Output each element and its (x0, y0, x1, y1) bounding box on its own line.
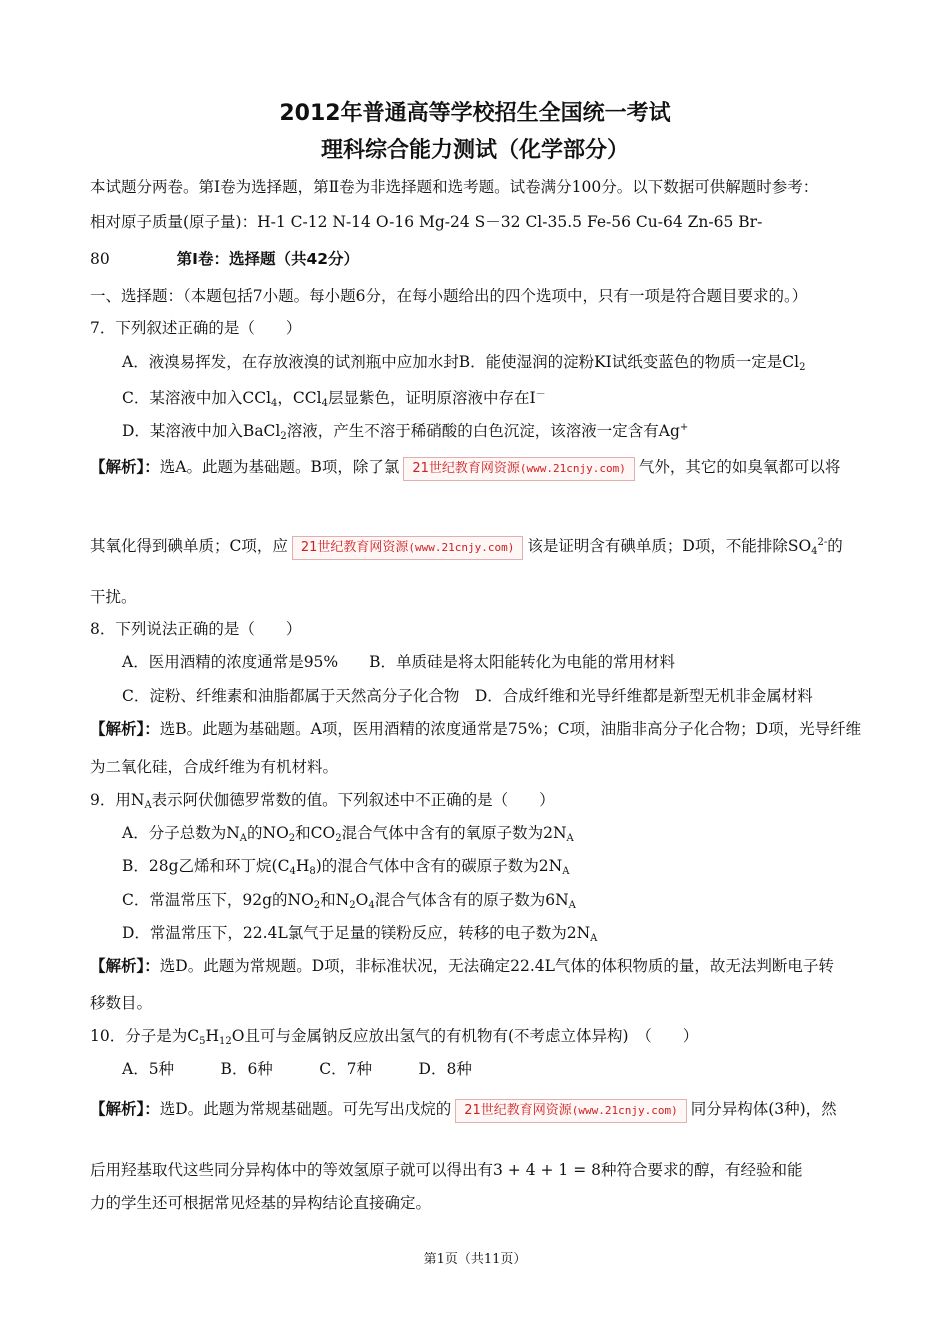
exam-title: 2012年普通高等学校招生全国统一考试 (279, 101, 671, 126)
page-number: 第1页（共11页） (423, 1252, 527, 1267)
q7-answer-line1: 【解析】：选A。此题为基础题。B项，除了氯 21世纪教育网资源(www.21cnjy.com) 气外，其它的如臭氧都可以将 (90, 457, 840, 481)
intro-line: 本试题分两卷。第Ⅰ卷为选择题，第Ⅱ卷为非选择题和选考题。试卷满分100分。以下数据可供解题时参考： (90, 178, 819, 196)
q7-option-a: A．液溴易挥发，在存放液溴的试剂瓶中应加水封 (122, 353, 459, 371)
q8-stem: 8．下列说法正确的是（ ） (90, 620, 302, 638)
q9-option-c: C．常温常压下，92g的$NO_2$和$N_2O_4$混合气体含有的原子数为$6N_A$ (122, 891, 576, 911)
q8-options-ab: A．医用酒精的浓度通常是95% B．单质硅是将太阳能转化为电能的常用材料 (122, 653, 676, 671)
q9-answer-line1: 【解析】：选D。此题为常规题。D项，非标准状况，无法确定22.4L气体的体积物质的量，故无法判断电子转 (90, 957, 834, 975)
watermark: 21世纪教育网资源(www.21cnjy.com) (455, 1099, 687, 1123)
answer-label: 【解析】： (90, 957, 160, 975)
q10-answer-line1: 【解析】：选D。此题为常规基础题。可先写出戊烷的 21世纪教育网资源(www.21cnjy.com) 同分异构体(3种)，然 (90, 1099, 837, 1123)
choice-instructions: 一、选择题：（本题包括7小题。每小题6分，在每小题给出的四个选项中，只有一项是符合题目要求的。） (90, 287, 808, 305)
q9-option-a: A．分子总数为$N_A$的$NO_2$和$CO_2$混合气体中含有的氧原子数为$2N_A$ (122, 824, 574, 844)
watermark: 21世纪教育网资源(www.21cnjy.com) (403, 457, 635, 481)
atomic-mass-line: 相对原子质量(原子量)：H-1 C-12 N-14 O-16 Mg-24 S－32 Cl-35.5 Fe-56 Cu-64 Zn-65 Br- (90, 213, 763, 231)
q8-options-cd: C．淀粉、纤维素和油脂都属于天然高分子化合物 D．合成纤维和光导纤维都是新型无机非金属材料 (122, 687, 813, 705)
q7-option-b: B．能使湿润的淀粉KI试纸变蓝色的物质一定是$Cl_2$ (458, 353, 806, 373)
q9-answer-line2: 移数目。 (90, 994, 153, 1012)
q10-answer-line2: 后用羟基取代这些同分异构体中的等效氢原子就可以得出有3 + 4 + 1 = 8种符合要求的醇，有经验和能 (90, 1161, 803, 1179)
section-title: 第Ⅰ卷：选择题（共42分） (176, 250, 360, 268)
q7-option-d: D．某溶液中加入BaCl$_2$溶液，产生不溶于稀硝酸的白色沉淀，该溶液一定含有Ag+ (122, 422, 689, 442)
section-line (90, 249, 359, 269)
q8-answer-line2: 为二氧化硅，合成纤维为有机材料。 (90, 758, 339, 776)
atomic-mass-tail: 80 (90, 250, 110, 268)
answer-label: 【解析】： (90, 458, 160, 476)
q7-answer-line2: 其氧化得到碘单质；C项，应 21世纪教育网资源(www.21cnjy.com) 该是证明含有碘单质；D项，不能排除$SO_4^{2-}$的 (90, 533, 843, 562)
q10-answer-line3: 力的学生还可根据常见烃基的异构结论直接确定。 (90, 1194, 432, 1212)
answer-label: 【解析】： (90, 720, 160, 738)
q9-option-d: D．常温常压下，22.4L氯气于足量的镁粉反应，转移的电子数为$2N_A$ (122, 924, 598, 944)
q7-option-c: C．某溶液中加入CCl$_4$，CCl$_4$层显紫色，证明原溶液中存在I－ (122, 389, 546, 409)
answer-label: 【解析】： (90, 1100, 160, 1118)
q10-options: A．5种 B．6种 C．7种 D．8种 (122, 1060, 472, 1078)
q7-answer-line3: 干扰。 (90, 588, 137, 606)
q7-options-ab (122, 352, 806, 378)
exam-subtitle: 理科综合能力测试（化学部分） (320, 138, 629, 163)
q10-stem: 10．分子是为$C_5H_{12}O$且可与金属钠反应放出氢气的有机物有(不考虑立体异构) （ ） (90, 1027, 699, 1047)
q9-option-b: B．28g乙烯和环丁烷$(C_4H_8)$的混合气体中含有的碳原子数为$2N_A$ (122, 857, 570, 877)
q7-stem: 7．下列叙述正确的是（ ） (90, 319, 302, 337)
q8-answer-line1: 【解析】：选B。此题为基础题。A项，医用酒精的浓度通常是75%；C项，油脂非高分子化合物；D项，光导纤维 (90, 720, 862, 738)
q9-stem: 9．用$N_A$表示阿伏伽德罗常数的值。下列叙述中不正确的是（ ） (90, 791, 555, 811)
watermark: 21世纪教育网资源(www.21cnjy.com) (292, 536, 524, 560)
